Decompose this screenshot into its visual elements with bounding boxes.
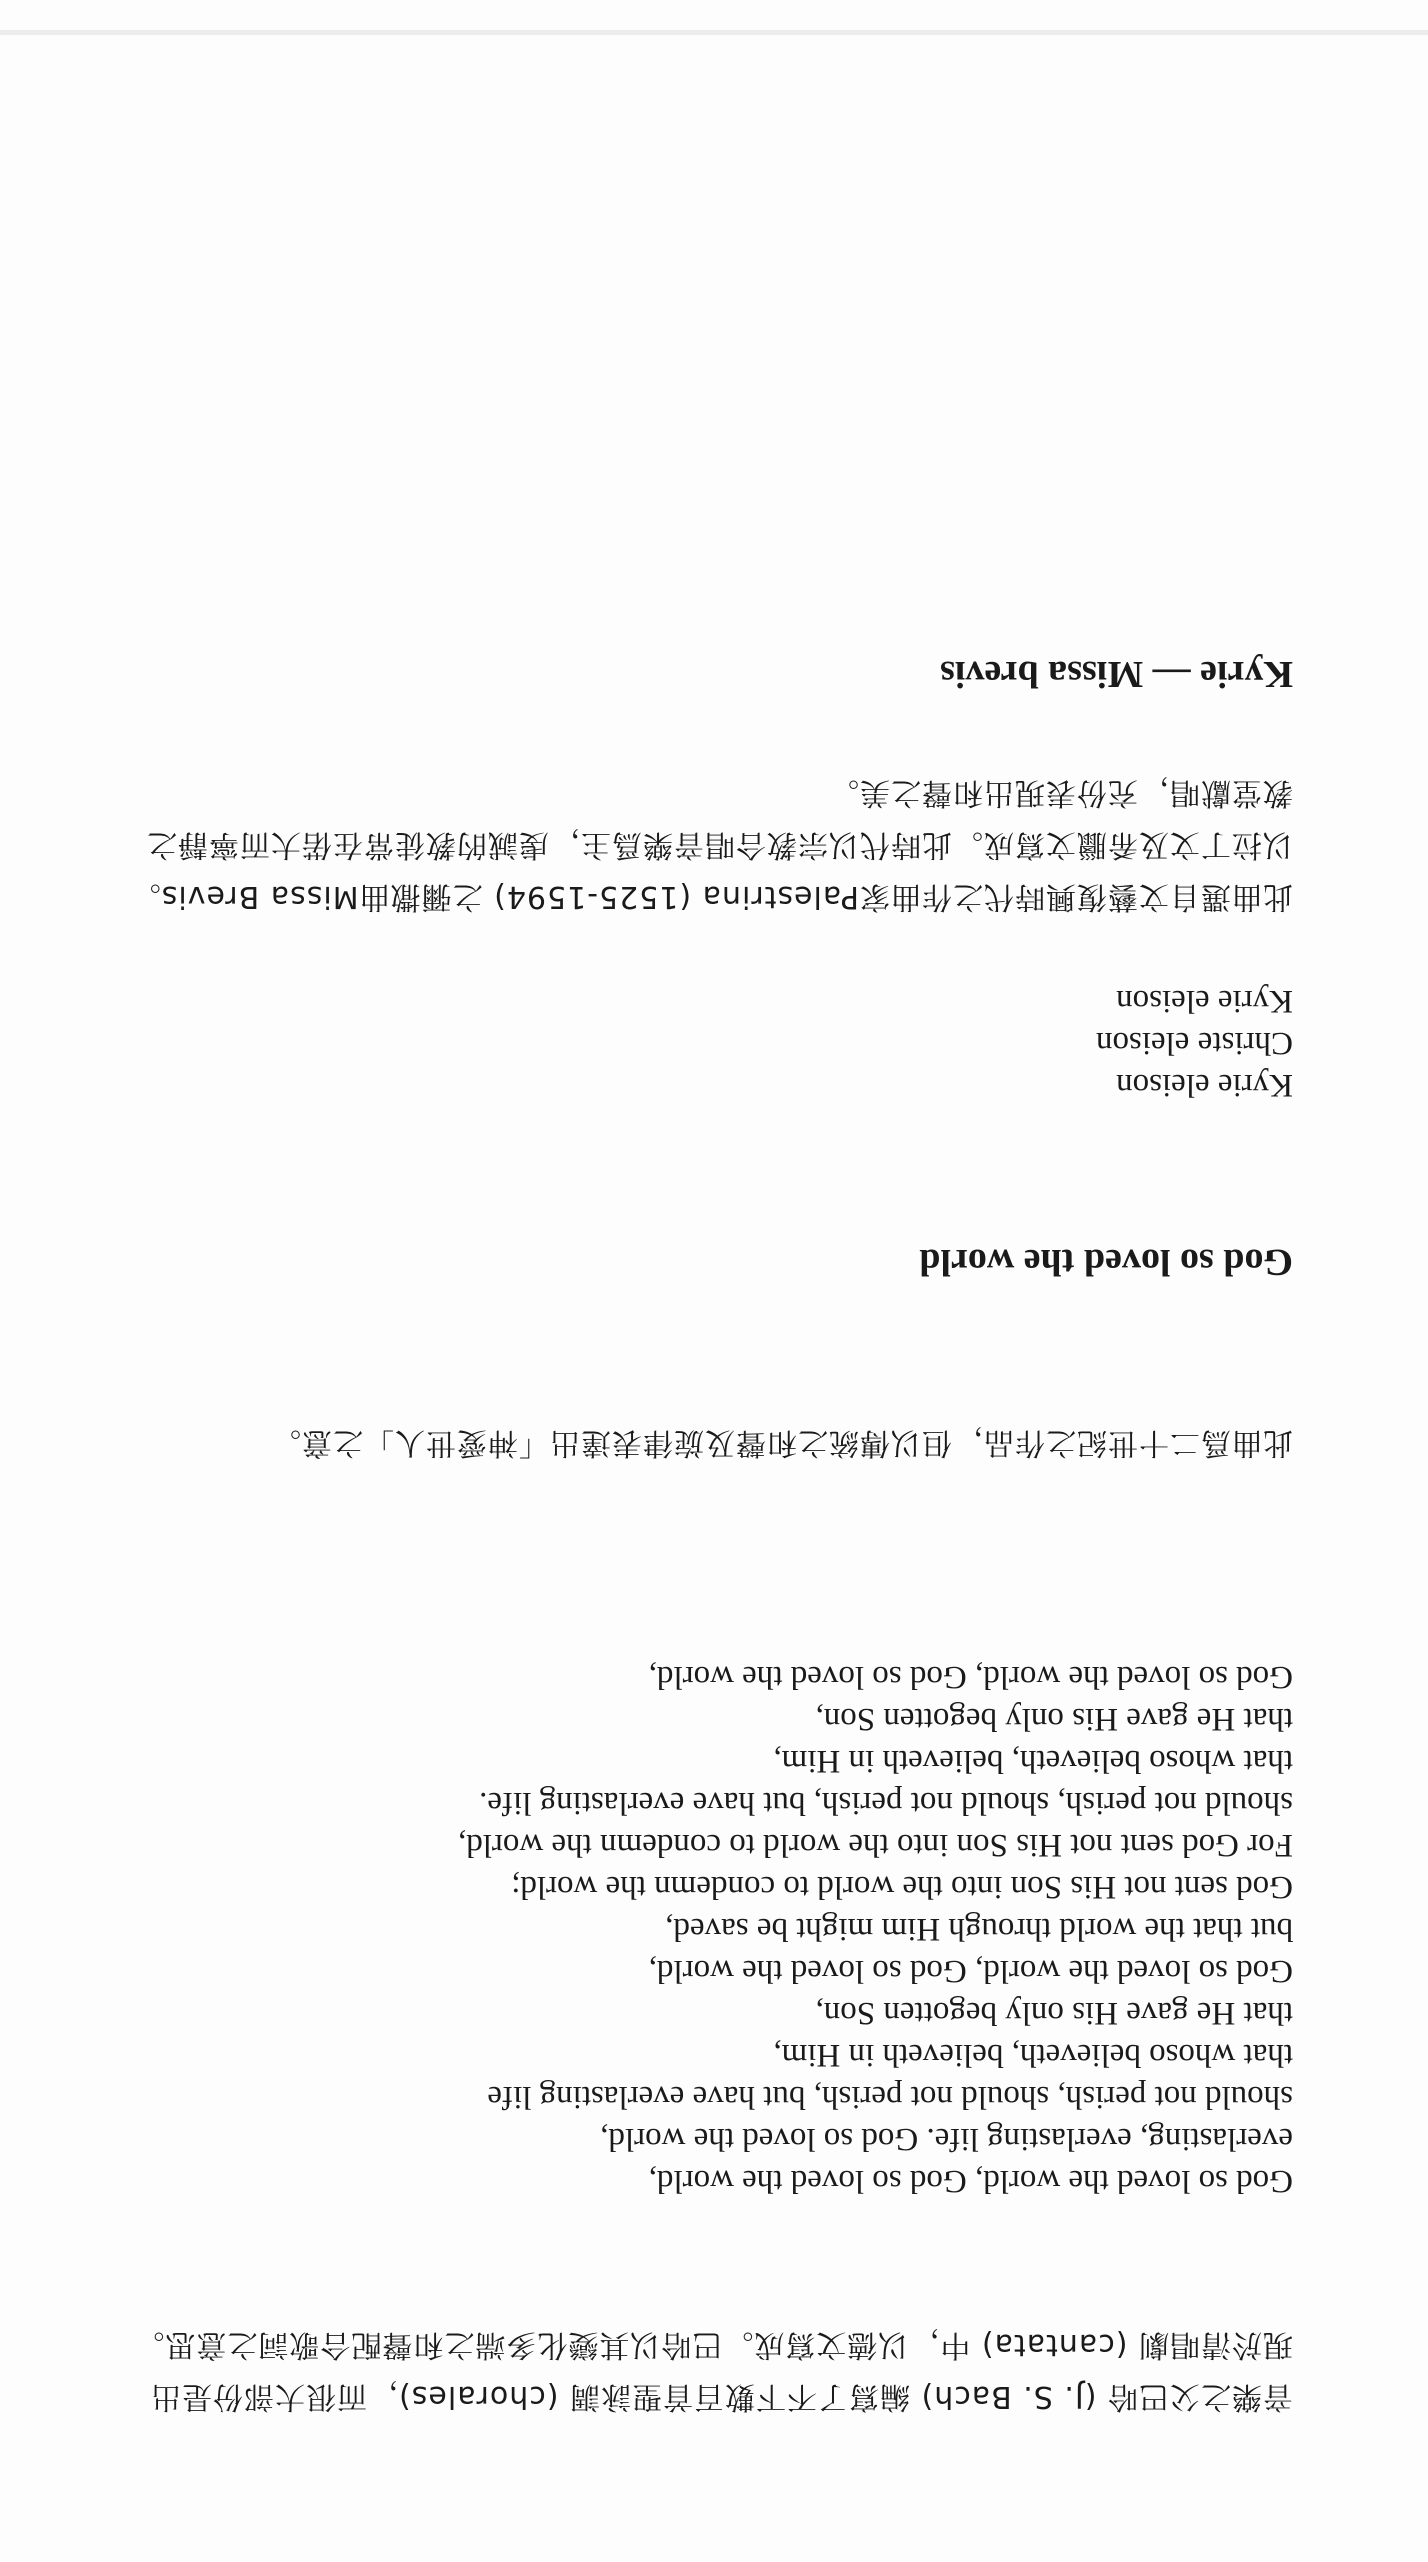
lyric-line: God sent not His Son into the world to condemn the world; xyxy=(511,1869,1293,1905)
lyric-line: should not perish, should not perish, but have everlasting life xyxy=(487,2079,1293,2115)
kyrie-title: Kyrie — Missa brevis xyxy=(940,653,1293,695)
lyric-line: Kyrie eleison xyxy=(1116,983,1293,1019)
lyric-line: that He gave His only begotten Son, xyxy=(815,1701,1293,1737)
lyric-line: that whoso believeth, believeth in Him, xyxy=(773,1743,1293,1779)
lyric-line: should not perish, should not perish, but have everlasting life. xyxy=(479,1785,1293,1821)
lyric-line: Christe eleison xyxy=(1095,1025,1293,1061)
god-so-loved-lyrics xyxy=(120,1656,1293,2202)
lyric-line: God so loved the world, God so loved the world, xyxy=(648,1953,1293,1989)
god-so-loved-title: God so loved the world xyxy=(919,1241,1293,1283)
lyric-line: that whoso believeth, believeth in Him, xyxy=(773,2037,1293,2073)
lyric-line: Kyrie eleison xyxy=(1116,1067,1293,1103)
lyric-line: God so loved the world, God so loved the world, xyxy=(648,2163,1293,2199)
lyric-line: but that the world through Him might be saved, xyxy=(665,1911,1293,1947)
kyrie-lyrics xyxy=(120,980,1293,1106)
lyric-line: For God sent not His Son into the world to condemn the world, xyxy=(457,1827,1293,1863)
lyric-line: that He gave His only begotten Son, xyxy=(815,1995,1293,2031)
bach-note: 音樂之父巴哈 (J. S. Bach) 編寫了不下數百首聖詠調 (chorales)，而很大部份是出現於清唱劇 (cantata) 中，以德文寫成。巴哈以其變化多端之和聲配合歌詞之意思。 xyxy=(133,2327,1293,2414)
lyric-line: everlasting, everlasting life. God so loved the world, xyxy=(600,2121,1293,2157)
kyrie-description: 此曲選自文藝復興時代之作曲家Palestrina (1525-1594) 之彌撒曲Missa Brevis。以拉丁文及希臘文寫成。此時代以宗教合唱音樂爲主，虔誠的教徒常在偌大而寧靜之教堂獻唱，充份表現出和聲之美。 xyxy=(129,775,1293,914)
lyric-line: God so loved the world, God so loved the world, xyxy=(648,1659,1293,1695)
god-so-loved-description: 此曲爲二十世紀之作品，但以傳統之和聲及旋律表達出「神愛世人」之意。 xyxy=(270,1425,1293,1460)
